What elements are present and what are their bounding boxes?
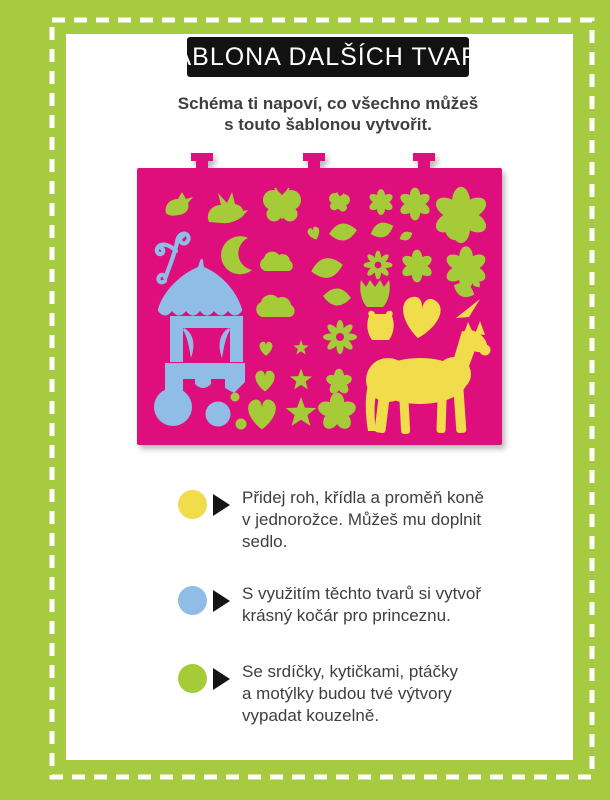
wheel-large-shape xyxy=(154,388,192,426)
yellow-dot-icon xyxy=(178,490,207,519)
subtitle xyxy=(128,93,528,135)
legend-line: vypadat kouzelně. xyxy=(242,706,380,725)
wheel-small-shape xyxy=(206,402,231,427)
legend-line: krásný kočár pro princeznu. xyxy=(242,606,451,625)
legend-text xyxy=(242,661,458,727)
green-dot-icon xyxy=(178,664,207,693)
blue-dot-icon xyxy=(178,586,207,615)
legend-line: sedlo. xyxy=(242,532,288,551)
triangle-arrow-icon xyxy=(213,668,230,690)
title-banner xyxy=(156,37,500,77)
legend-item-decorations xyxy=(178,661,458,727)
legend-text xyxy=(242,583,481,627)
legend-line: S využitím těchto tvarů si vytvoř xyxy=(242,584,482,603)
legend-line: Se srdíčky, kytičkami, ptáčky xyxy=(242,662,459,681)
saddle-pot-shape xyxy=(367,311,393,340)
triangle-arrow-icon xyxy=(213,590,230,612)
page-title: ŠABLONA DALŠÍCH TVARŮ xyxy=(156,42,500,71)
stencil-illustration xyxy=(137,150,509,450)
subtitle-line-2: s touto šablonou vytvořit. xyxy=(224,115,432,134)
legend-item-horse xyxy=(178,487,484,553)
legend-item-carriage xyxy=(178,583,481,627)
legend-line: Přidej roh, křídla a proměň koně xyxy=(242,488,484,507)
legend-text xyxy=(242,487,484,553)
legend-line: a motýlky budou tvé výtvory xyxy=(242,684,452,703)
triangle-arrow-icon xyxy=(213,494,230,516)
legend-line: v jednorožce. Můžeš mu doplnit xyxy=(242,510,482,529)
subtitle-line-1: Schéma ti napoví, co všechno můžeš xyxy=(177,94,479,113)
